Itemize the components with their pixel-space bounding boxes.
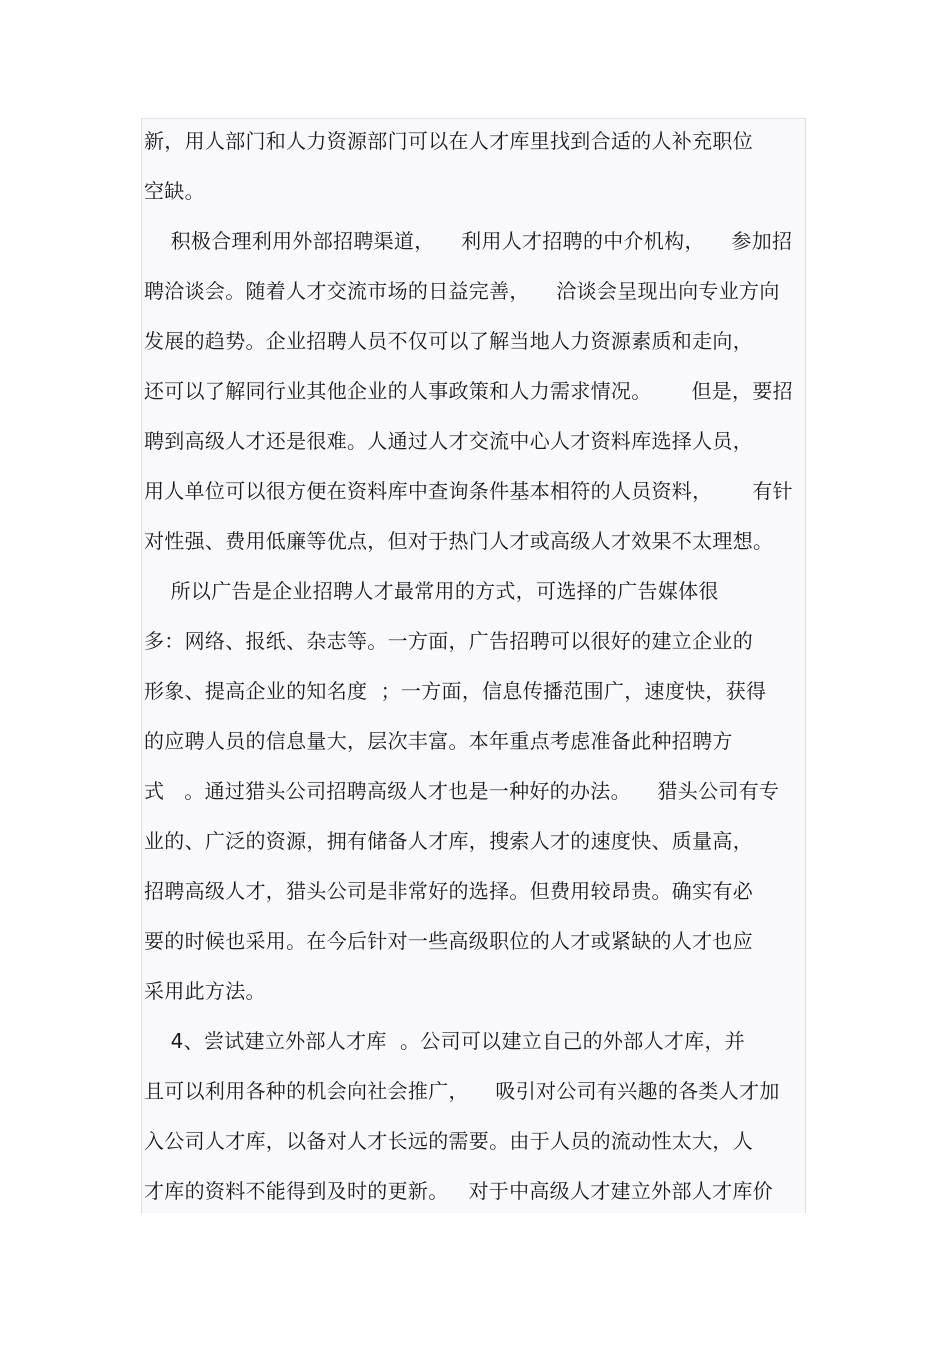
text-line: 所以广告是企业招聘人才最常用的方式，可选择的广告媒体很 bbox=[144, 579, 719, 603]
text-line: 新，用人部门和人力资源部门可以在人才库里找到合适的人补充职位 bbox=[144, 129, 753, 153]
text-line: 的应聘人员的信息量大，层次丰富。本年重点考虑准备此种招聘方 bbox=[144, 729, 733, 753]
text-line: 式 。通过猎头公司招聘高级人才也是一种好的办法。 猎头公司有专 bbox=[144, 779, 780, 803]
text-line: 对性强、费用低廉等优点，但对于热门人才或高级人才效果不太理想。 bbox=[144, 529, 774, 553]
text-line: 用人单位可以很方便在资料库中查询条件基本相符的人员资料， 有针 bbox=[144, 479, 793, 503]
text-line: 4、尝试建立外部人才库 。公司可以建立自己的外部人才库，并 bbox=[144, 1029, 746, 1053]
text-line: 形象、提高企业的知名度 ；一方面，信息传播范围广，速度快，获得 bbox=[144, 679, 767, 703]
text-line: 还可以了解同行业其他企业的人事政策和人力需求情况。 但是，要招 bbox=[144, 379, 793, 403]
text-line: 发展的趋势。企业招聘人员不仅可以了解当地人力资源素质和走向， bbox=[144, 329, 753, 353]
text-line: 采用此方法。 bbox=[144, 979, 266, 1003]
text-line: 聘洽谈会。随着人才交流市场的日益完善， 洽谈会呈现出向专业方向 bbox=[144, 279, 780, 303]
text-line: 招聘高级人才，猎头公司是非常好的选择。但费用较昂贵。确实有必 bbox=[144, 879, 753, 903]
text-line: 多：网络、报纸、杂志等。一方面，广告招聘可以很好的建立企业的 bbox=[144, 629, 753, 653]
text-line: 积极合理利用外部招聘渠道， 利用人才招聘的中介机构， 参加招 bbox=[144, 229, 793, 253]
text-line: 才库的资料不能得到及时的更新。 对于中高级人才建立外部人才库价 bbox=[144, 1179, 773, 1203]
text-line: 入公司人才库，以备对人才长远的需要。由于人员的流动性太大，人 bbox=[144, 1129, 753, 1153]
text-line: 空缺。 bbox=[144, 179, 205, 203]
text-line: 要的时候也采用。在今后针对一些高级职位的人才或紧缺的人才也应 bbox=[144, 929, 753, 953]
text-line: 业的、广泛的资源，拥有储备人才库，搜索人才的速度快、质量高， bbox=[144, 829, 753, 853]
text-line: 且可以利用各种的机会向社会推广， 吸引对公司有兴趣的各类人才加 bbox=[144, 1079, 780, 1103]
text-line: 聘到高级人才还是很难。人通过人才交流中心人才资料库选择人员， bbox=[144, 429, 753, 453]
